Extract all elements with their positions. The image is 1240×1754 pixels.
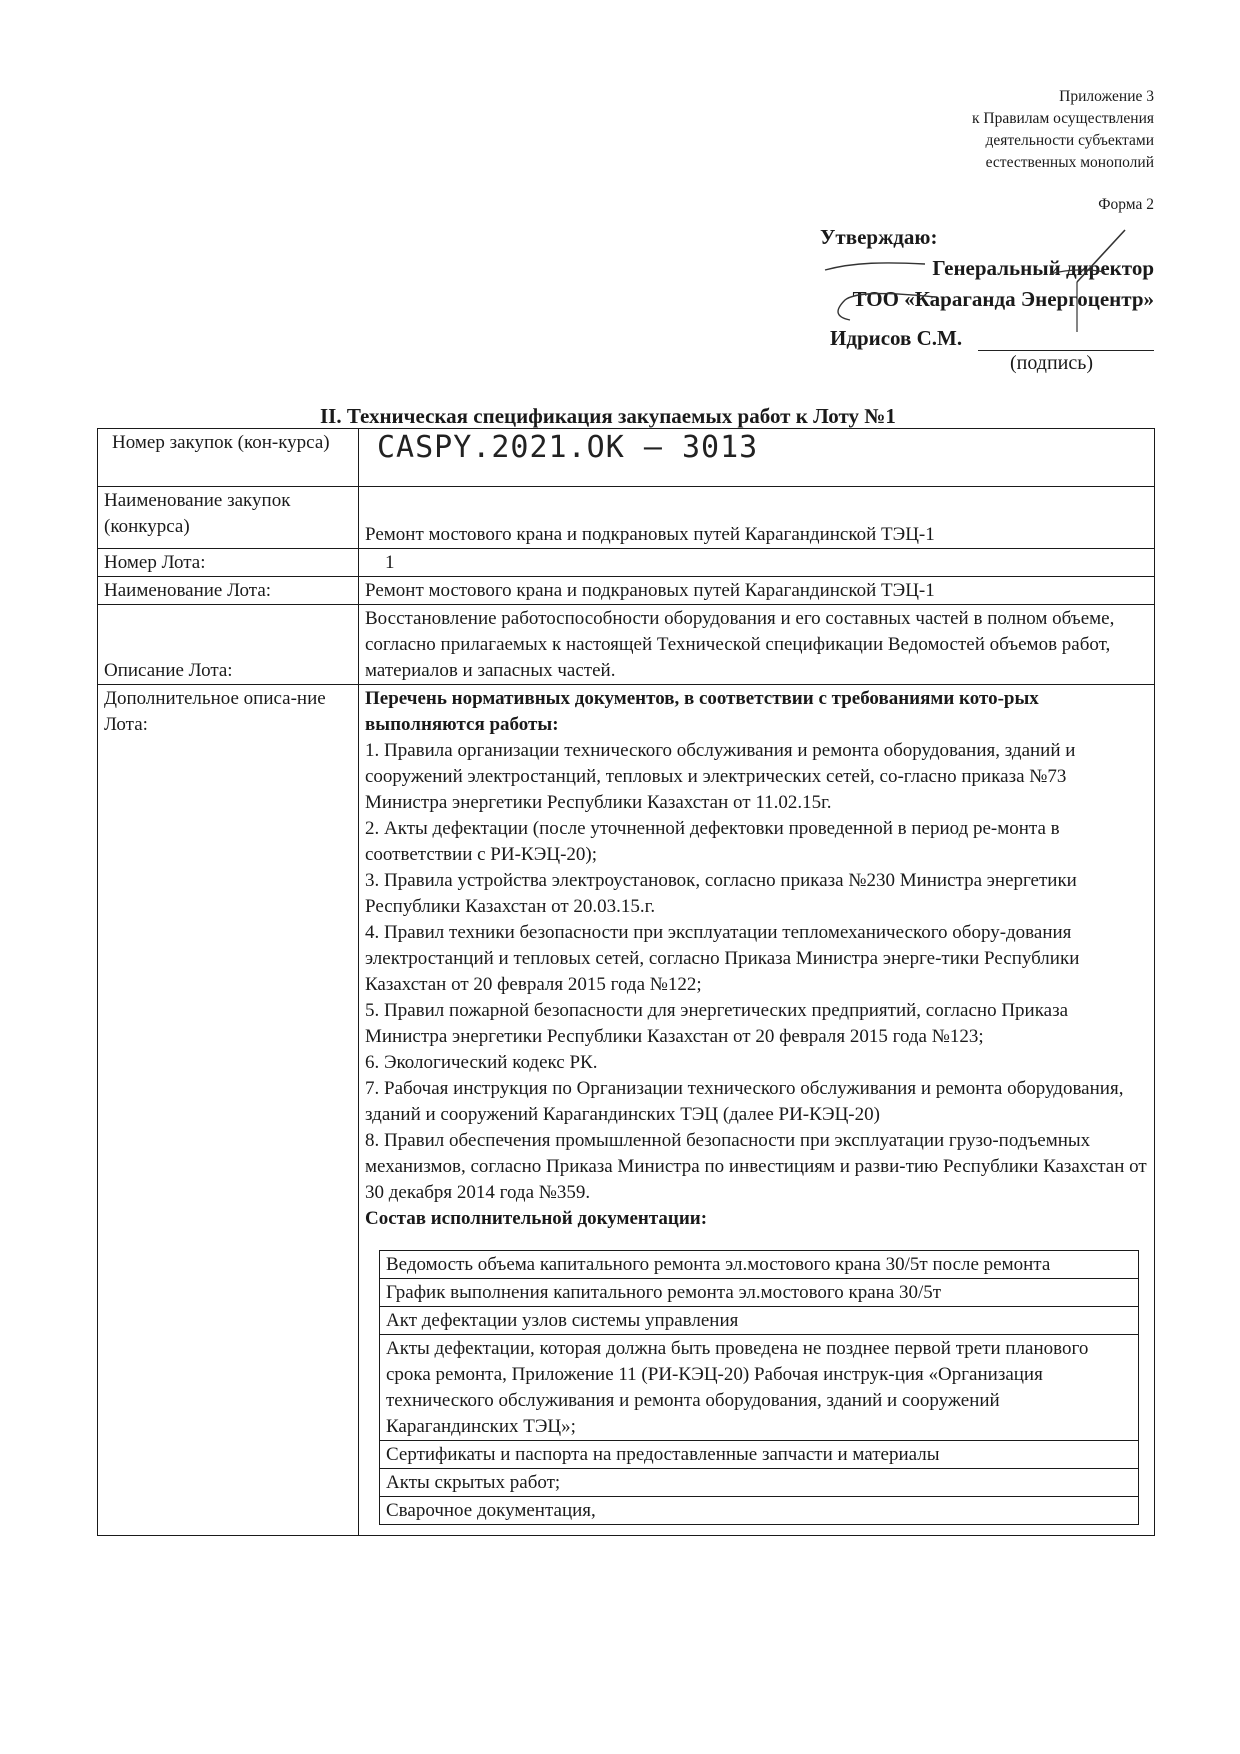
- appendix-line: естественных монополий: [985, 154, 1154, 171]
- lot-description-label: Описание Лота:: [98, 605, 359, 685]
- lot-number-value: 1: [359, 549, 1155, 577]
- table-row: [98, 487, 1155, 549]
- table-row: [380, 1307, 1139, 1335]
- procurement-name-value: Ремонт мостового крана и подкрановых путей Карагандинской ТЭЦ-1: [359, 487, 1155, 549]
- table-row: [380, 1497, 1139, 1525]
- normative-item: 1. Правила организации технического обслуживания и ремонта оборудования, зданий и сооружений электростанций, тепловых и электрических сетей, со-гласно приказа №73: [365, 740, 1076, 787]
- appendix-line: деятельности субъектами: [985, 132, 1154, 149]
- normative-item: 4. Правил техники безопасности при эксплуатации тепломеханического обору-дования электростанций и тепловых сетей, согласно Приказа Министра энерге-тики Республики Казахстан от 20 февраля 2015 года №122;: [365, 922, 1080, 995]
- lot-name-label: Наименование Лота:: [98, 577, 359, 605]
- table-row: [98, 605, 1155, 685]
- extra-description-value: [359, 685, 1155, 1536]
- docs-heading: Состав исполнительной документации:: [365, 1208, 708, 1229]
- table-row: [380, 1279, 1139, 1307]
- normative-item: 7. Рабочая инструкция по Организации технического обслуживания и ремонта оборудования, зданий и сооружений Карагандинских ТЭЦ (далее РИ-КЭЦ-20): [365, 1078, 1124, 1125]
- normative-item: 5. Правил пожарной безопасности для энергетических предприятий, согласно Приказа Министра энергетики Республики Казахстан от 20 февраля 2015 года №123;: [365, 1000, 1069, 1047]
- doc-item: Ведомость объема капитального ремонта эл.мостового крана 30/5т после ремонта: [380, 1251, 1139, 1279]
- table-row: [98, 577, 1155, 605]
- normative-item: 8. Правил обеспечения промышленной безопасности при эксплуатации грузо-подъемных механизмов, согласно Приказа Министра по инвестициям и разви-тию Республики Казахстан от 30 декабря 2014 года №359.: [365, 1130, 1147, 1203]
- normative-item: 2. Акты дефектации (после уточненной дефектовки проведенной в период ре-монта в соответствии с РИ-КЭЦ-20);: [365, 818, 1060, 865]
- doc-item: Сертификаты и паспорта на предоставленные запчасти и материалы: [380, 1441, 1139, 1469]
- normative-item: 3. Правила устройства электроустановок, согласно приказа №230 Министра энергетики Республики Казахстан от 20.03.15.г.: [365, 870, 1077, 917]
- section-title: II. Техническая спецификация закупаемых работ к Лоту №1: [320, 404, 896, 428]
- doc-item: Акты дефектации, которая должна быть проведена не позднее первой трети планового срока ремонта, Приложение 11 (РИ-КЭЦ-20) Рабочая инструк-ция «Организация технического обслуживания и ремонта оборудования, зданий и сооружений Карагандинских ТЭЦ»;: [380, 1335, 1139, 1441]
- form-label: Форма 2: [1098, 196, 1154, 213]
- table-row: [380, 1251, 1139, 1279]
- doc-item: График выполнения капитального ремонта эл.мостового крана 30/5т: [380, 1279, 1139, 1307]
- signature-caption: (подпись): [1010, 352, 1094, 374]
- procurement-name-label: Наименование закупок (конкурса): [98, 487, 359, 549]
- extra-description-label: Дополнительное описа-ние Лота:: [98, 685, 359, 1536]
- handwritten-signature: [815, 222, 1155, 342]
- table-row: [380, 1335, 1139, 1441]
- doc-item: Сварочное документация,: [380, 1497, 1139, 1525]
- approval-title: Утверждаю:: [820, 225, 938, 249]
- normative-item: Министра энергетики Республики Казахстан от 11.02.15г.: [365, 792, 832, 813]
- lot-description-value: Восстановление работоспособности оборудования и его составных частей в полном объеме, согласно прилагаемых к настоящей Технической спецификации Ведомостей объемов работ, материалов и запасных частей.: [359, 605, 1155, 685]
- normative-heading: Перечень нормативных документов, в соответствии с требованиями кото-рых выполняются работы:: [365, 688, 1039, 735]
- signer-name: Идрисов С.М.: [830, 326, 963, 350]
- lot-number-label: Номер Лота:: [98, 549, 359, 577]
- doc-item: Акт дефектации узлов системы управления: [380, 1307, 1139, 1335]
- appendix-line: к Правилам осуществления: [971, 110, 1154, 127]
- appendix-line: Приложение 3: [1059, 88, 1154, 105]
- specification-table: [97, 428, 1155, 1536]
- appendix-note: [734, 86, 1154, 174]
- lot-name-value: Ремонт мостового крана и подкрановых путей Карагандинской ТЭЦ-1: [359, 577, 1155, 605]
- table-row: [98, 685, 1155, 1536]
- table-row: [380, 1469, 1139, 1497]
- table-row: [98, 549, 1155, 577]
- approval-company: ТОО «Караганда Энергоцентр»: [852, 287, 1154, 311]
- table-row: [380, 1441, 1139, 1469]
- doc-item: Акты скрытых работ;: [380, 1469, 1139, 1497]
- normative-item: 6. Экологический кодекс РК.: [365, 1052, 598, 1073]
- table-row: [98, 429, 1155, 487]
- procurement-number-value: CASPY.2021.OK – 3013: [359, 429, 1155, 487]
- signature-line: [978, 350, 1154, 351]
- procurement-number-label: Номер закупок (кон-курса): [98, 429, 359, 487]
- documentation-table: [379, 1250, 1139, 1525]
- approval-position: Генеральный директор: [932, 256, 1154, 280]
